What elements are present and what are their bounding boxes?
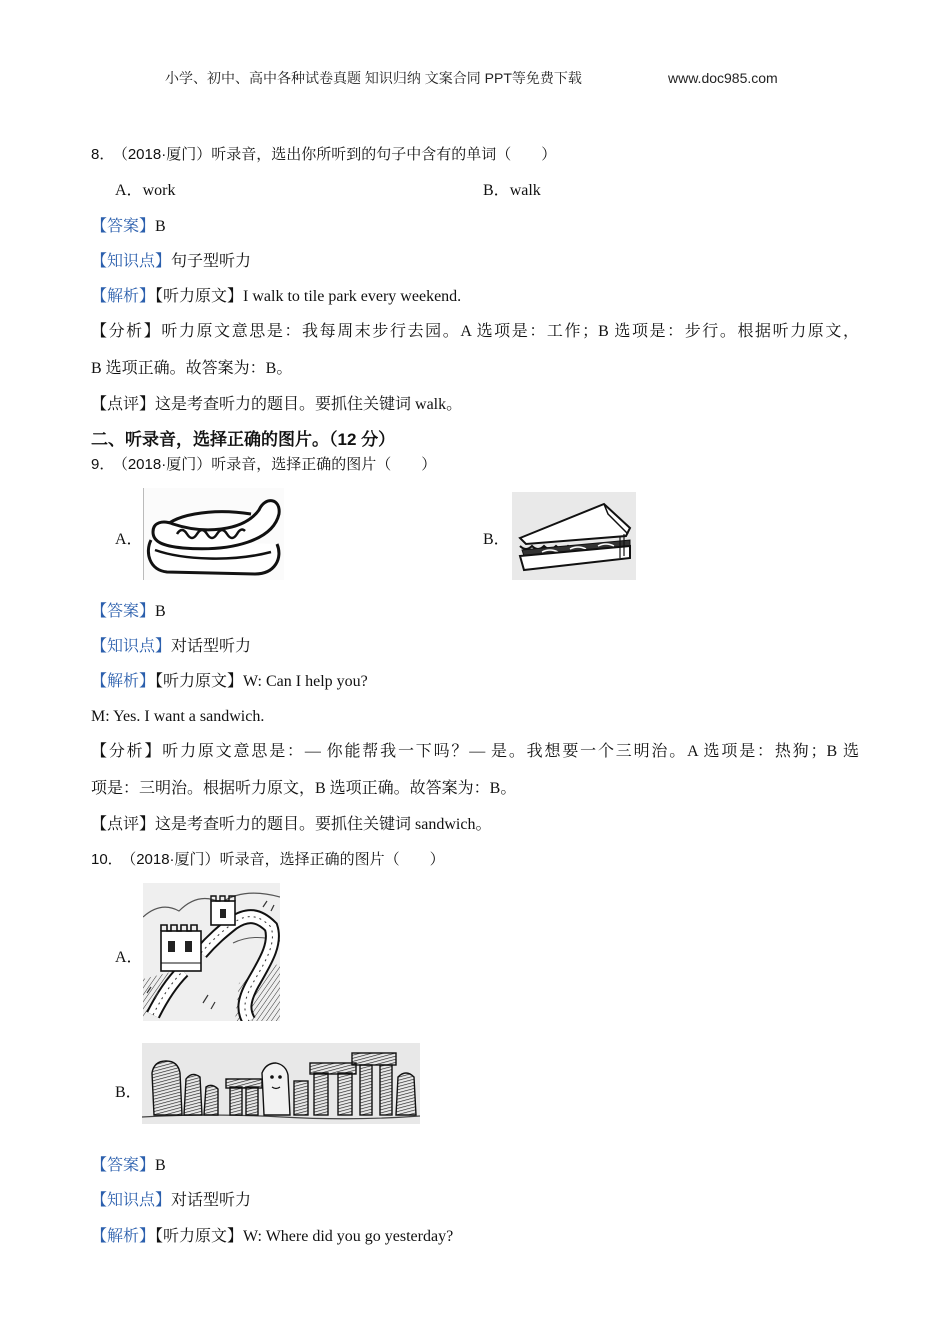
q9-fenxi-text-1: 听力原文意思是：— 你能帮我一下吗？— 是。我想要一个三明治。A 选项是：热狗；B 选 (162, 743, 859, 760)
answer-tag: 【答案】 (91, 218, 156, 235)
q9-jiexi (91, 671, 368, 693)
q10-jiexi (91, 1226, 453, 1248)
q8-stem-text: 听录音，选出你所听到的句子中含有的单词（ ） (211, 147, 557, 163)
q10-knowledge-value: 对话型听力 (171, 1192, 252, 1209)
q8-answer-value: B (155, 218, 166, 235)
q8-knowledge (91, 251, 251, 273)
q10-knowledge (91, 1190, 251, 1212)
q9-transcript-line-1: W: Can I help you? (243, 673, 368, 690)
jiexi-tag: 【解析】 (91, 1228, 156, 1245)
q9-option-a-label: A． (115, 531, 143, 548)
jiexi-tag: 【解析】 (91, 673, 156, 690)
section-2-title: 二、听录音，选择正确的图片。（12 分） (91, 430, 396, 449)
q8-dianping-text: 这是考查听力的题目。要抓住关键词 walk。 (155, 396, 463, 413)
q10-number: 10． (91, 851, 123, 868)
fenxi-tag: 【分析】 (91, 323, 162, 340)
q9-knowledge (91, 636, 251, 658)
q10-stem-text: 听录音，选择正确的图片（ ） (219, 852, 445, 868)
q10-transcript-line-1: W: Where did you go yesterday? (243, 1228, 454, 1245)
q8-option-b (483, 180, 541, 202)
q9-stem-text: 听录音，选择正确的图片（ ） (211, 457, 437, 473)
q10-answer (91, 1155, 166, 1177)
q9-source: （2018·厦门） (120, 456, 212, 473)
sandwich-image (512, 492, 636, 580)
answer-tag: 【答案】 (91, 1157, 156, 1174)
header-text: 小学、初中、高中各种试卷真题 知识归纳 文案合同 PPT等免费下载 (165, 70, 582, 86)
stonehenge-image (142, 1043, 420, 1124)
q8-dianping (91, 394, 462, 416)
knowledge-tag: 【知识点】 (91, 1192, 172, 1209)
knowledge-tag: 【知识点】 (91, 638, 172, 655)
q8-option-a-label: A． (115, 182, 143, 199)
q9-dianping-text: 这是考查听力的题目。要抓住关键词 sandwich。 (155, 816, 492, 833)
q10-source: （2018·厦门） (128, 851, 220, 868)
q9-answer-value: B (155, 603, 166, 620)
q8-fenxi-text-1: 听力原文意思是：我每周末步行去园。A 选项是：工作；B 选项是：步行。根据听力原文， (161, 323, 859, 340)
q8-stem (91, 144, 556, 166)
q9-transcript-line-2: M: Yes. I want a sandwich. (91, 708, 265, 725)
q9-fenxi-line-1 (91, 741, 859, 763)
transcript-tag: 【听力原文】 (155, 288, 244, 305)
q9-answer (91, 601, 166, 623)
dianping-tag: 【点评】 (91, 396, 156, 413)
q8-option-b-label: B． (483, 182, 510, 199)
q8-fenxi-line-2: B 选项正确。故答案为：B。 (91, 360, 293, 377)
header-url[interactable]: www.doc985.com (668, 70, 778, 86)
q8-option-a (115, 180, 175, 202)
dianping-tag: 【点评】 (91, 816, 156, 833)
q8-transcript-line: I walk to tile park every weekend. (243, 288, 462, 305)
q9-number: 9． (91, 456, 115, 473)
q8-number: 8． (91, 146, 115, 163)
q8-knowledge-value: 句子型听力 (171, 253, 252, 270)
q9-option-b-label: B． (483, 531, 510, 548)
great-wall-image (143, 883, 280, 1021)
fenxi-tag: 【分析】 (91, 743, 163, 760)
q10-option-b-label: B． (115, 1084, 142, 1101)
q8-jiexi (91, 286, 461, 308)
q9-knowledge-value: 对话型听力 (171, 638, 252, 655)
q8-option-a-text: work (142, 182, 176, 199)
jiexi-tag: 【解析】 (91, 288, 156, 305)
q8-answer (91, 216, 166, 238)
q8-option-b-text: walk (509, 182, 541, 199)
knowledge-tag: 【知识点】 (91, 253, 172, 270)
q10-option-a-label: A． (115, 949, 143, 966)
q8-source: （2018·厦门） (120, 146, 212, 163)
q9-dianping (91, 814, 491, 836)
q10-answer-value: B (155, 1157, 166, 1174)
q8-fenxi-line-1 (91, 321, 859, 343)
answer-tag: 【答案】 (91, 603, 156, 620)
transcript-tag: 【听力原文】 (155, 1228, 244, 1245)
q10-stem (91, 849, 445, 871)
transcript-tag: 【听力原文】 (155, 673, 244, 690)
q9-stem (91, 454, 436, 476)
hotdog-image (143, 488, 284, 580)
q9-fenxi-line-2: 项是：三明治。根据听力原文，B 选项正确。故答案为：B。 (91, 780, 517, 797)
